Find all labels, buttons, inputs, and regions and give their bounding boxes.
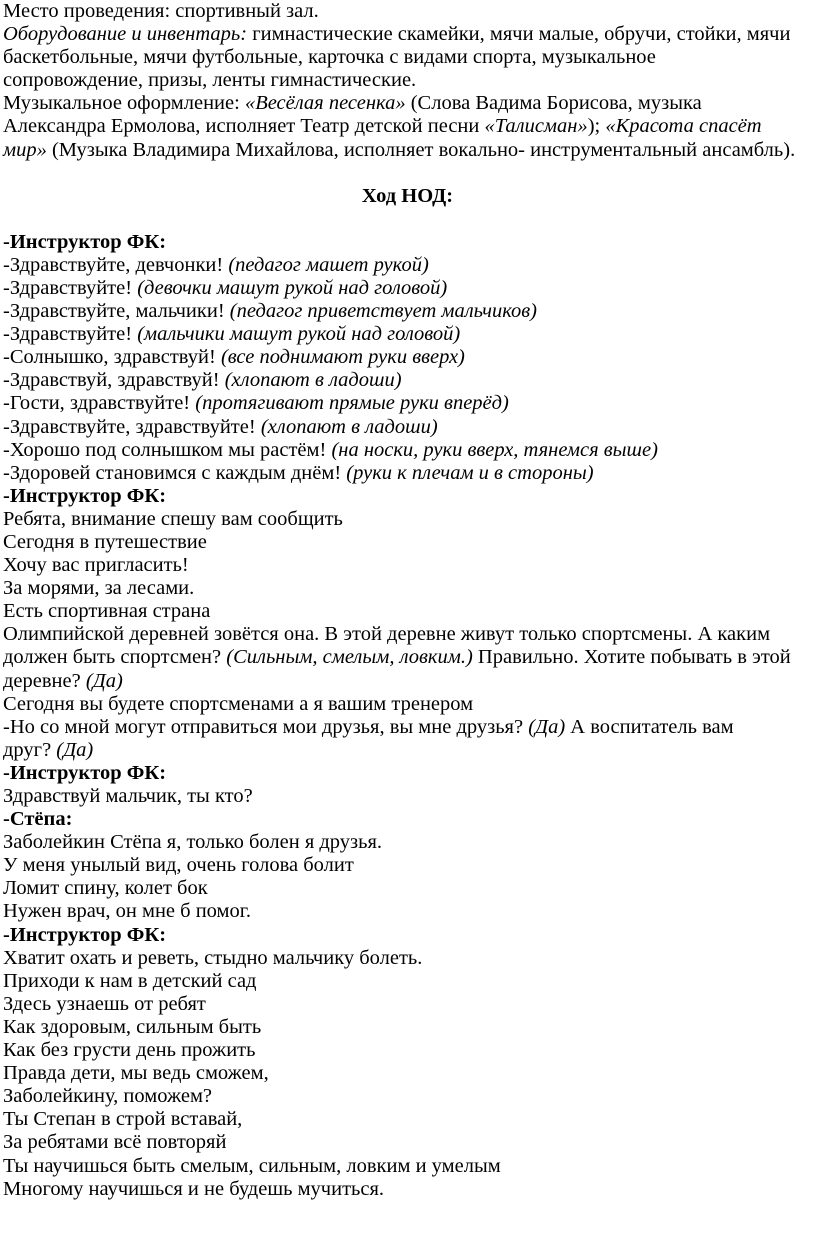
- venue-line: Место проведения: спортивный зал.: [3, 0, 319, 22]
- stage-direction: (девочки машут рукой над головой): [137, 276, 448, 299]
- speech-line: Ломит спину, колет бок: [3, 877, 208, 900]
- stage-direction: (мальчики машут рукой над головой): [137, 323, 461, 346]
- speech-line: Нужен врач, он мне б помог.: [3, 900, 251, 923]
- speech-line: Олимпийской деревней зовётся она. В этой деревне живут только спортсмены. А каким: [3, 623, 771, 646]
- greeting-text: -Здравствуйте, мальчики!: [3, 300, 230, 323]
- speech-line: Хватит охать и реветь, стыдно мальчику болеть.: [3, 946, 423, 969]
- speech-line: Многому научишься и не будешь мучиться.: [3, 1177, 385, 1200]
- stage-direction: (хлопают в ладоши): [224, 369, 402, 392]
- speech-line: Сегодня в путешествие: [3, 530, 207, 553]
- greeting-line: [3, 346, 812, 369]
- greetings-list: [3, 254, 812, 485]
- speech-line: Здесь узнаешь от ребят: [3, 992, 206, 1015]
- speech-line: Как здоровым, сильным быть: [3, 1015, 262, 1038]
- speaker-label: -Инструктор ФК:: [3, 484, 167, 507]
- speech-line: Хочу вас пригласить!: [3, 554, 189, 577]
- greeting-line: [3, 392, 812, 415]
- greeting-text: -Здоровей становимся с каждым днём!: [3, 461, 347, 484]
- greeting-line: [3, 462, 812, 485]
- equipment-label: Оборудование и инвентарь:: [3, 23, 248, 46]
- greeting-text: -Здравствуйте!: [3, 276, 138, 299]
- greeting-line: [3, 277, 812, 300]
- speech-line: Здравствуй мальчик, ты кто?: [3, 785, 253, 807]
- equipment-line-2: баскетбольные, мячи футбольные, карточка с видами спорта, музыкальное: [3, 46, 656, 69]
- speech-line: Правда дети, мы ведь сможем,: [3, 1062, 269, 1085]
- greeting-text: -Солнышко, здравствуй!: [3, 346, 221, 369]
- music-line-3: мир» (Музыка Владимира Михайлова, исполняет вокально- инструментальный ансамбль).: [3, 138, 796, 161]
- music-line-2: Александра Ермолова, исполняет Театр детской песни «Талисман»); «Красота спасёт: [3, 115, 762, 138]
- speaker-label: -Инструктор ФК:: [3, 923, 167, 946]
- speech-line: Ты Степан в строй вставай,: [3, 1108, 243, 1131]
- stage-direction: (протягивают прямые руки вперёд): [195, 392, 509, 415]
- greeting-text: -Здравствуйте, девчонки!: [3, 253, 229, 276]
- greeting-line: [3, 439, 812, 462]
- greeting-text: -Здравствуйте, здравствуйте!: [3, 415, 261, 438]
- speech-line: Ты научишься быть смелым, сильным, ловким и умелым: [3, 1154, 501, 1177]
- speech-line: Есть спортивная страна: [3, 600, 211, 623]
- speaker-label: -Инструктор ФК:: [3, 230, 167, 253]
- speech-line: Заболейкин Стёпа я, только болен я друзья.: [3, 831, 383, 854]
- speech-line: Как без грусти день прожить: [3, 1039, 256, 1062]
- speech-line: деревне? (Да): [3, 669, 123, 692]
- equipment-line-1: Оборудование и инвентарь: гимнастические скамейки, мячи малые, обручи, стойки, мячи: [3, 23, 791, 46]
- stage-direction: (педагог машет рукой): [228, 253, 429, 276]
- speech-line: -Но со мной могут отправиться мои друзья, вы мне друзья? (Да) А воспитатель вам: [3, 715, 734, 738]
- greeting-line: [3, 254, 812, 277]
- song-title: «Красота спасёт: [605, 115, 762, 138]
- speech-line: Приходи к нам в детский сад: [3, 969, 257, 992]
- stage-direction: (все поднимают руки вверх): [220, 346, 465, 369]
- stage-direction: (педагог приветствует мальчиков): [229, 300, 538, 323]
- speech-line: должен быть спортсмен? (Сильным, смелым, ловким.) Правильно. Хотите побывать в этой: [3, 646, 791, 669]
- speech-line: друг? (Да): [3, 738, 94, 761]
- stage-direction: (на носки, руки вверх, тянемся выше): [331, 438, 658, 461]
- speech-line: Заболейкину, поможем?: [3, 1085, 213, 1108]
- speech-block: [3, 947, 812, 1201]
- equipment-line-3: сопровождение, призы, ленты гимнастические.: [3, 69, 417, 92]
- greeting-text: -Здравствуйте!: [3, 323, 138, 346]
- greeting-line: [3, 323, 812, 346]
- speech-block: [3, 508, 812, 647]
- stage-direction: (руки к плечам и в стороны): [346, 461, 594, 484]
- speaker-label: -Инструктор ФК:: [3, 761, 167, 784]
- greeting-text: -Здравствуй, здравствуй!: [3, 369, 225, 392]
- greeting-text: -Гости, здравствуйте!: [3, 392, 196, 415]
- greeting-line: [3, 300, 812, 323]
- speaker-label-stepa: -Стёпа:: [3, 808, 73, 831]
- greeting-text: -Хорошо под солнышком мы растём!: [3, 438, 332, 461]
- stage-direction: (хлопают в ладоши): [260, 415, 438, 438]
- speech-line: За морями, за лесами.: [3, 577, 195, 600]
- speech-line: Ребята, внимание спешу вам сообщить: [3, 507, 343, 530]
- stepa-speech: [3, 831, 812, 923]
- theater-name: «Талисман»: [484, 115, 588, 138]
- speech-line: У меня унылый вид, очень голова болит: [3, 854, 354, 877]
- song-title: мир»: [3, 138, 47, 161]
- music-line-1: Музыкальное оформление: «Весёлая песенка» (Слова Вадима Борисова, музыка: [3, 92, 702, 115]
- speech-line: Сегодня вы будете спортсменами а я вашим тренером: [3, 692, 474, 715]
- song-title: «Весёлая песенка»: [244, 92, 406, 115]
- greeting-line: [3, 369, 812, 392]
- section-heading: Ход НОД:: [361, 184, 454, 207]
- greeting-line: [3, 416, 812, 439]
- speech-line: За ребятами всё повторяй: [3, 1131, 227, 1154]
